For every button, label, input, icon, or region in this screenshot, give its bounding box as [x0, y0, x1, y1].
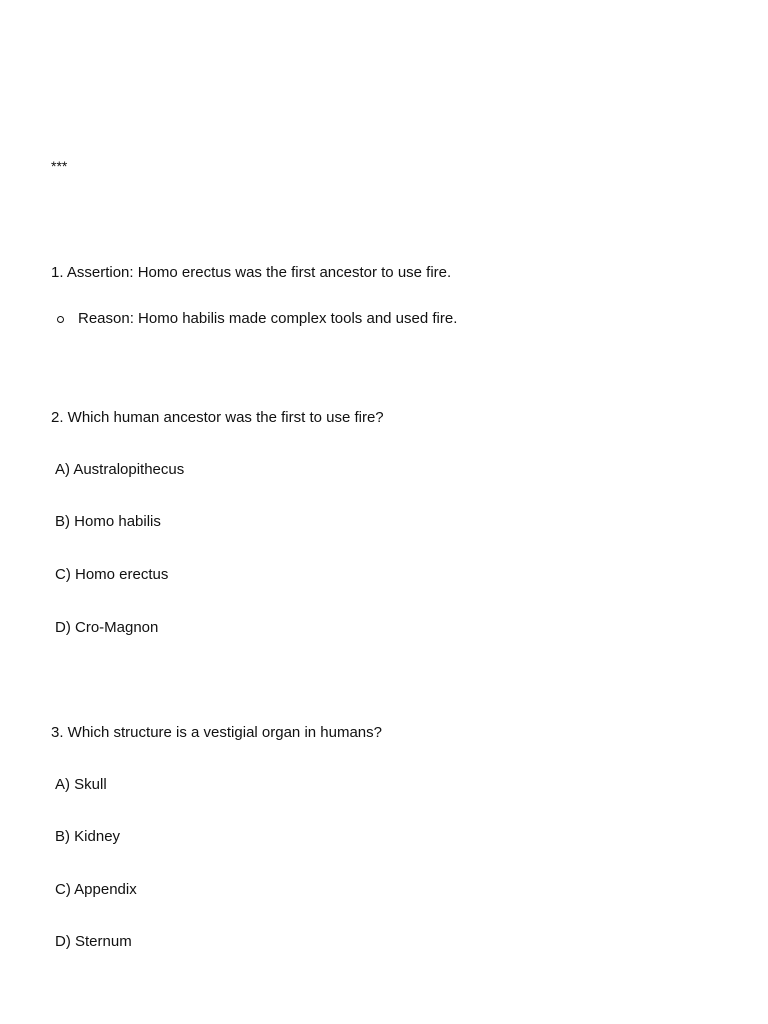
question-1-text: 1. Assertion: Homo erectus was the first ancestor to use fire.: [51, 264, 452, 281]
question-3-option-b: B) Kidney: [55, 828, 121, 845]
question-3-option-d: D) Sternum: [55, 933, 132, 950]
question-2-text: 2. Which human ancestor was the first to use fire?: [51, 409, 384, 426]
question-2-option-d: D) Cro-Magnon: [55, 619, 159, 636]
hollow-bullet-icon: [57, 316, 64, 323]
section-separator: ***: [51, 158, 68, 174]
question-1-reason-text: Reason: Homo habilis made complex tools and used fire.: [78, 310, 458, 327]
question-3-text: 3. Which structure is a vestigial organ in humans?: [51, 724, 382, 741]
question-2-option-c: C) Homo erectus: [55, 566, 169, 583]
question-2-option-b: B) Homo habilis: [55, 513, 161, 530]
question-2-option-a: A) Australopithecus: [55, 461, 185, 478]
question-3-option-a: A) Skull: [55, 776, 107, 793]
question-3-option-c: C) Appendix: [55, 881, 137, 898]
